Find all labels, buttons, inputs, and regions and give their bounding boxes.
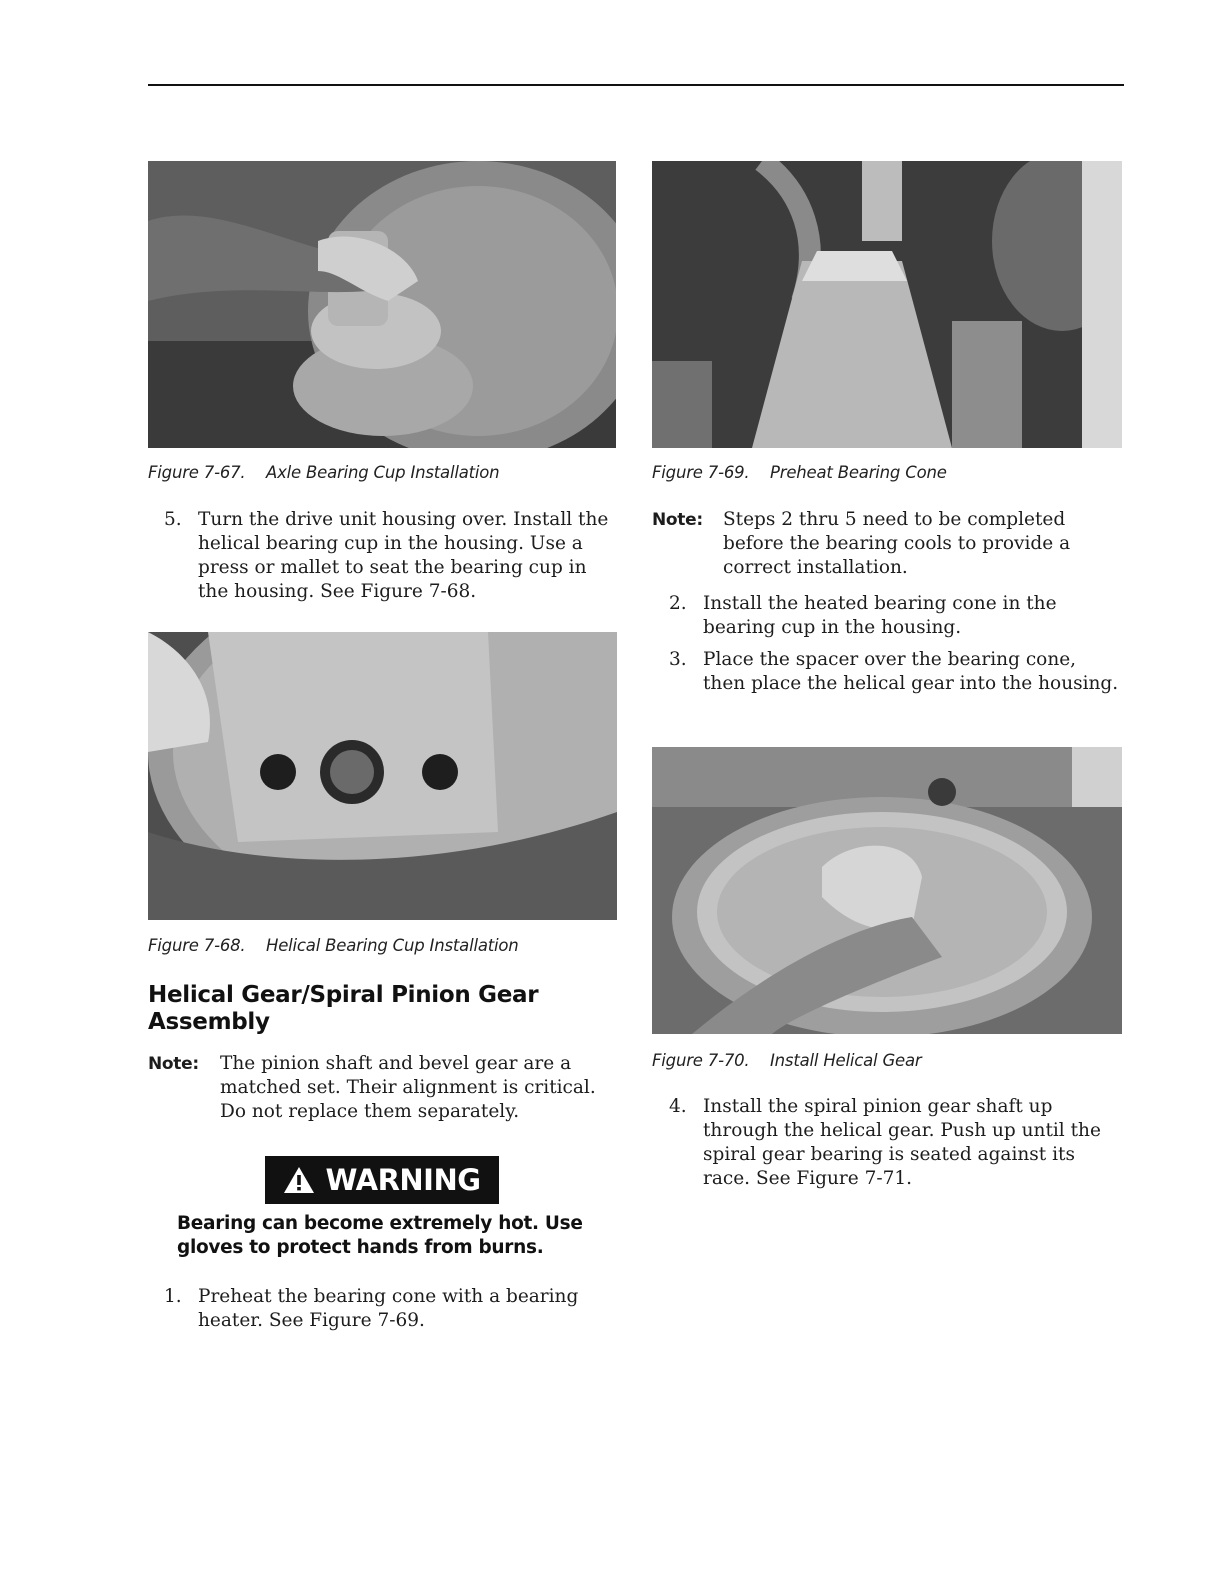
caption-number: Figure 7-68.	[148, 936, 246, 955]
step-text: Install the spiral pinion gear shaft up through the helical gear. Push up until the spiral gear bearing is seated against its race. See Figure 7-71.	[703, 1096, 1101, 1189]
step-1	[164, 1285, 618, 1333]
step-text: Place the spacer over the bearing cone, then place the helical gear into the housing.	[703, 649, 1119, 694]
warning-triangle-icon	[283, 1166, 315, 1194]
warning-text: Bearing can become extremely hot. Use gloves to protect hands from burns.	[177, 1213, 583, 1258]
caption-title: Axle Bearing Cup Installation	[266, 463, 500, 482]
step-2	[669, 592, 1124, 640]
step-number: 3.	[669, 649, 687, 670]
header-rule	[148, 84, 1124, 86]
step-4	[669, 1095, 1124, 1191]
note-label: Note:	[652, 510, 703, 530]
step-number: 5.	[164, 509, 182, 530]
figure-7-69-caption	[652, 463, 947, 482]
note-text: The pinion shaft and bevel gear are a matched set. Their alignment is critical. Do not replace them separately.	[220, 1053, 596, 1122]
figure-7-68-photo	[148, 632, 617, 920]
note-left	[148, 1052, 618, 1124]
figure-7-67-caption	[148, 463, 499, 482]
step-text: Turn the drive unit housing over. Install the helical bearing cup in the housing. Use a press or mallet to seat the bearing cup in the housing. See Figure 7-68.	[198, 509, 609, 602]
caption-number: Figure 7-69.	[652, 463, 750, 482]
step-text: Preheat the bearing cone with a bearing heater. See Figure 7-69.	[198, 1286, 579, 1331]
step-3	[669, 648, 1124, 696]
step-number: 2.	[669, 593, 687, 614]
figure-7-69-photo	[652, 161, 1122, 448]
caption-title: Preheat Bearing Cone	[770, 463, 947, 482]
step-text: Install the heated bearing cone in the bearing cup in the housing.	[703, 593, 1057, 638]
caption-title: Helical Bearing Cup Installation	[266, 936, 519, 955]
figure-7-70-caption	[652, 1051, 922, 1070]
step-number: 4.	[669, 1096, 687, 1117]
step-5	[164, 508, 618, 604]
warning-banner	[265, 1156, 499, 1204]
caption-title: Install Helical Gear	[770, 1051, 922, 1070]
caption-number: Figure 7-70.	[652, 1051, 750, 1070]
note-label: Note:	[148, 1054, 199, 1074]
note-right	[652, 508, 1124, 580]
note-text: Steps 2 thru 5 need to be completed before the bearing cools to provide a correct installation.	[723, 509, 1071, 578]
figure-7-68-caption	[148, 936, 519, 955]
warning-label: WARNING	[325, 1163, 481, 1197]
step-number: 1.	[164, 1286, 182, 1307]
figure-7-70-photo	[652, 747, 1122, 1034]
caption-number: Figure 7-67.	[148, 463, 246, 482]
figure-7-67-photo	[148, 161, 616, 448]
section-heading: Helical Gear/Spiral Pinion Gear Assembly	[148, 982, 539, 1035]
